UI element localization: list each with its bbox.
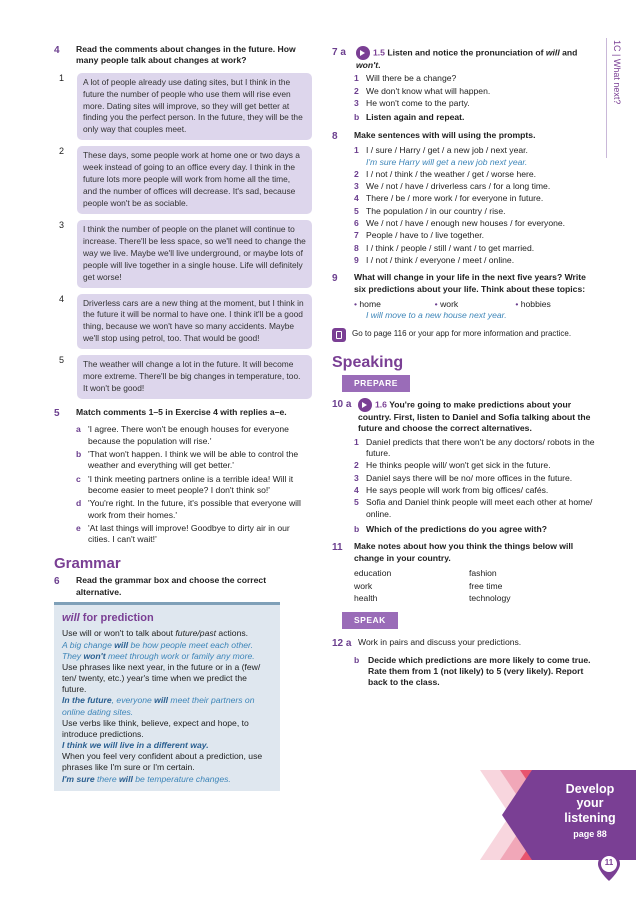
goto-text: Go to page 116 or your app for more information and practice. — [352, 329, 572, 339]
exercise-instruction: Read the grammar box and choose the correct alternative. — [76, 575, 267, 597]
item-number: 5 — [354, 205, 359, 216]
item-number: 4 — [354, 193, 359, 204]
list-item — [354, 206, 596, 217]
item-number: 1 — [354, 144, 359, 155]
list-item — [354, 437, 596, 460]
reply-letter: e — [76, 522, 81, 533]
goto-practice[interactable] — [332, 328, 596, 342]
exercise-12b: b Decide which predictions are more likely to come true. Rate them from 1 (not likely) to 5 (very likely). Report back to the class. — [354, 654, 591, 688]
grammar-rule-1: Use will or won't to talk about future/past actions. — [62, 628, 249, 639]
reply-letter: d — [76, 498, 82, 509]
develop-text: Develop your listening page 88 — [564, 782, 616, 840]
page-number-badge: 11 — [596, 852, 622, 882]
prepare-label: PREPARE — [342, 375, 596, 392]
grammar-box-title: will for prediction — [62, 612, 154, 625]
comment-text: A lot of people already use dating sites, but I think in the future the number of people who use them will rise even more. Dating sites will improve, so they will get better at finding you the perfect person. In the future, they will be the only way that couples meet. — [77, 73, 312, 141]
grammar-example-1: A big change will be how people meet each other. — [62, 639, 253, 650]
item-number: 3 — [354, 472, 359, 483]
speaking-title: Speaking — [332, 353, 404, 371]
exercise-6-heading — [54, 575, 312, 598]
exercise-number: 7 a — [332, 47, 346, 58]
item-text: The population / in our country / rise. — [366, 205, 506, 216]
item-number: 8 — [354, 242, 359, 253]
item-number: 2 — [354, 168, 359, 179]
exercise-9-heading — [332, 272, 596, 295]
list-item — [354, 497, 596, 520]
list-item — [354, 193, 596, 204]
left-column — [54, 44, 312, 791]
list-item — [354, 243, 596, 254]
reply-item — [76, 523, 312, 546]
book-icon — [332, 328, 346, 342]
comment-item — [54, 220, 312, 288]
comment-item — [54, 294, 312, 350]
topic-item: health — [354, 592, 378, 603]
exercise-instruction: Work in pairs and discuss your predictions. — [358, 637, 522, 648]
item-text: He says people will work from big offices/ cafés. — [366, 485, 549, 496]
topic-item: • hobbies — [515, 299, 596, 310]
exercise-10-items — [332, 437, 596, 520]
reply-text: 'At last things will improve! Goodbye to dirty air in our cities. I can't wait!' — [88, 522, 290, 545]
exercise-11-heading — [332, 541, 596, 564]
comment-item — [54, 355, 312, 399]
exercise-7-heading — [332, 46, 596, 71]
comment-number: 3 — [59, 219, 65, 230]
item-text: I / not / think / the weather / get / worse here. — [366, 168, 537, 179]
comments-list — [54, 73, 312, 399]
list-item — [354, 169, 596, 180]
list-item — [354, 485, 596, 496]
grammar-example-4: I think we will live in a different way. — [62, 740, 209, 751]
comment-number: 5 — [59, 355, 65, 366]
reply-item — [76, 424, 312, 447]
item-number: 5 — [354, 497, 359, 508]
item-text: Sofia and Daniel think people will meet each other at home/ online. — [366, 497, 593, 519]
reply-text: 'That won't happen. I think we will be able to control the weather and everything will get better.' — [88, 448, 299, 471]
example-answer: I will move to a new house next year. — [366, 310, 507, 321]
list-item — [354, 460, 596, 471]
reply-letter: b — [76, 448, 82, 459]
reply-text: 'I agree. There won't be enough houses for everyone because the population will rise.' — [88, 424, 289, 446]
reply-item — [76, 449, 312, 472]
item-text: We / not / have / enough new houses / for everyone. — [366, 217, 566, 228]
item-text: I / think / people / still / want / to get married. — [366, 242, 535, 253]
exercise-instruction: Make sentences with will using the prompts. — [354, 129, 536, 140]
reply-item — [76, 474, 312, 497]
right-column — [332, 46, 596, 690]
speak-label: SPEAK — [342, 612, 596, 629]
item-text: I / sure / Harry / get / a new job / next year. — [366, 144, 528, 155]
topic-item: • work — [435, 299, 516, 310]
grammar-rule-4: When you feel very confident about a prediction, use phrases like I'm sure or I'm certain. — [62, 751, 263, 773]
item-text: We don't know what will happen. — [366, 85, 491, 96]
list-item — [354, 86, 596, 97]
item-text: He thinks people will/ won't get sick in the future. — [366, 460, 551, 471]
exercise-number: 12 a — [332, 638, 352, 650]
topic-item: work — [354, 580, 373, 591]
audio-play-icon[interactable] — [356, 46, 370, 60]
item-number: 4 — [354, 485, 359, 496]
item-text: Daniel predicts that there won't be any doctors/ robots in the future. — [366, 436, 595, 459]
list-item — [354, 145, 596, 156]
exercise-7-items — [332, 73, 596, 109]
exercise-number: 11 — [332, 542, 343, 554]
exercise-number: 5 — [54, 407, 60, 419]
item-number: 1 — [354, 73, 359, 84]
topic-item: free time — [469, 580, 503, 591]
exercise-number: 4 — [54, 45, 60, 56]
item-number: 1 — [354, 436, 359, 447]
exercise-8-heading — [332, 130, 596, 143]
grammar-title: Grammar — [54, 554, 121, 572]
comment-number: 1 — [59, 72, 65, 83]
list-item — [354, 181, 596, 192]
topic-item: • home — [354, 299, 435, 310]
exercise-instruction: 1.6 You're going to make predictions about your country. First, listen to Daniel and Sofia talking about the future and choose the correct alternatives. — [358, 399, 591, 434]
exercise-12-heading — [332, 637, 596, 650]
exercise-10-heading — [332, 398, 596, 435]
comment-number: 4 — [59, 293, 65, 304]
item-number: 7 — [354, 230, 359, 241]
example-answer: I'm sure Harry will get a new job next year. — [366, 157, 528, 168]
reply-text: 'I think meeting partners online is a terrible idea! Will it become easier to meet people? I don't think so!' — [88, 473, 294, 495]
item-number: 2 — [354, 460, 359, 471]
list-item — [354, 98, 596, 109]
unit-side-tab: 1C | What next? — [612, 40, 622, 105]
exercise-instruction: 1.5 Listen and notice the pronunciation of will and won't. — [356, 47, 578, 70]
item-number: 2 — [354, 85, 359, 96]
comment-text: These days, some people work at home one or two days a week instead of going to an office every day. I think in the future lots more people will work from home all the time, and the number of offices will decrease. It's sad, because people won't be as sociable. — [77, 146, 312, 214]
topic-item: technology — [469, 592, 511, 603]
list-item — [354, 230, 596, 241]
grammar-example-3: In the future, everyone will meet their partners on online dating sites. — [62, 695, 255, 717]
item-text: I / not / think / everyone / meet / online. — [366, 255, 515, 265]
topic-item: fashion — [469, 568, 497, 579]
exercise-number: 8 — [332, 130, 338, 142]
item-text: People / have to / live together. — [366, 230, 485, 241]
side-divider — [606, 38, 607, 158]
reply-text: 'You're right. In the future, it's possible that everyone will work from their homes.' — [88, 498, 301, 520]
comment-number: 2 — [59, 146, 65, 157]
list-item — [354, 255, 596, 266]
exercise-8-items — [332, 145, 596, 266]
item-number: 9 — [354, 255, 359, 265]
item-number: 3 — [354, 98, 359, 109]
exercise-instruction: Make notes about how you think the things below will change in your country. — [354, 541, 574, 563]
exercise-10b: b Which of the predictions do you agree with? — [354, 524, 547, 535]
audio-play-icon[interactable] — [358, 398, 372, 412]
grammar-example-5: I'm sure there will be temperature changes. — [62, 773, 231, 784]
list-item — [354, 73, 596, 84]
item-text: Daniel says there will be no/ more offices in the future. — [366, 472, 573, 483]
exercise-number: 9 — [332, 273, 338, 285]
exercise-number: 6 — [54, 576, 60, 588]
grammar-rule-2: Use phrases like next year, in the future or in a (few/ ten/ twenty, etc.) year's time when we predict the future. — [62, 661, 261, 695]
topic-item: education — [354, 568, 392, 579]
item-text: There / be / more work / for everyone in future. — [366, 193, 544, 204]
exercise-7b: b Listen again and repeat. — [354, 112, 465, 123]
comment-text: The weather will change a lot in the future. It will become more extreme. There'll be big changes in temperature, too. It won't be good! — [77, 355, 312, 399]
exercise-instruction: Read the comments about changes in the future. How many people talk about changes at work? — [76, 44, 296, 66]
item-text: He won't come to the party. — [366, 98, 470, 109]
exercise-number: 10 a — [332, 399, 352, 411]
exercise-instruction: Match comments 1–5 in Exercise 4 with replies a–e. — [76, 406, 287, 417]
item-number: 3 — [354, 180, 359, 191]
exercise-instruction: What will change in your life in the next five years? Write six predictions about your life. Think about these topics: — [354, 272, 586, 294]
grammar-example-2: They won't meet through work or family any more. — [62, 650, 255, 661]
comment-item — [54, 73, 312, 141]
comment-text: I think the number of people on the planet will continue to increase. There'll be less space, so we'll need to change the way we live. Maybe we'll live underground, or maybe lots of people will live together in a single house. Life will definitely get worse! — [77, 220, 312, 288]
item-text: We / not / have / driverless cars / for a long time. — [366, 180, 551, 191]
grammar-rule-3: Use verbs like think, believe, expect and hope, to introduce predictions. — [62, 717, 249, 739]
list-item — [354, 473, 596, 484]
reply-letter: c — [76, 473, 81, 484]
reply-letter: a — [76, 424, 81, 435]
exercise-5-heading — [54, 407, 312, 420]
item-number: 6 — [354, 217, 359, 228]
grammar-box — [54, 602, 280, 791]
comment-text: Driverless cars are a new thing at the moment, but I think in the future it will be normal to have one. I think it'll be a good thing, because we won't have so many accidents. Maybe we'll stop using petrol, too. That would be good! — [77, 294, 312, 350]
exercise-9-topics — [354, 299, 596, 310]
list-item — [354, 218, 596, 229]
exercise-4-heading — [54, 44, 312, 67]
exercise-11-topics — [354, 568, 596, 604]
item-text: Will there be a change? — [366, 73, 457, 84]
comment-item — [54, 146, 312, 214]
replies-list — [54, 424, 312, 545]
reply-item — [76, 498, 312, 521]
